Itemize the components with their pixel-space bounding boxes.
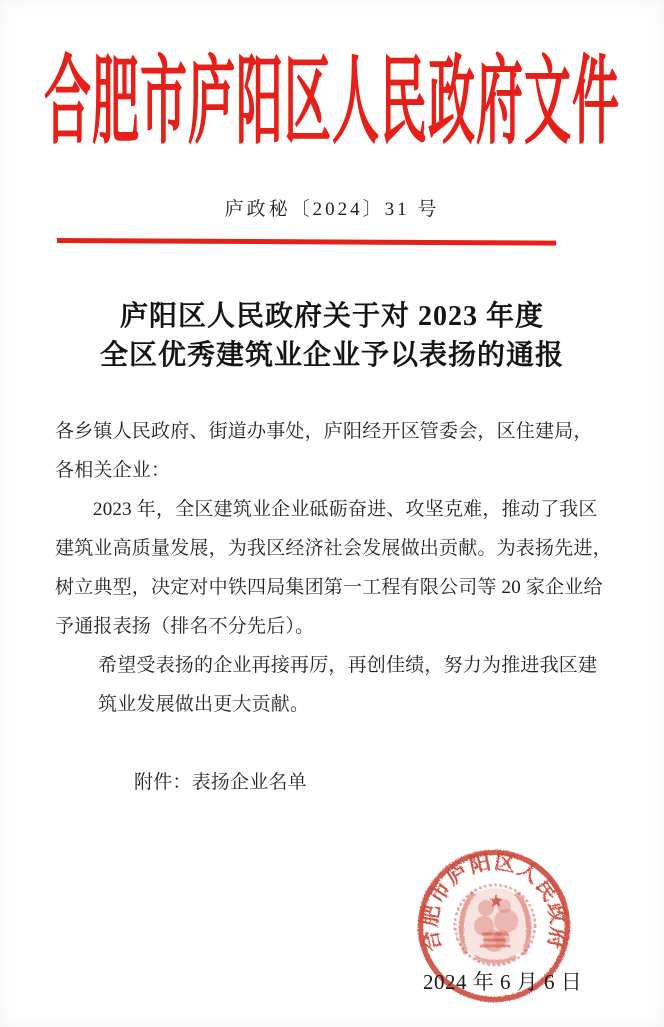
document-title-line1: 庐阳区人民政府关于对 2023 年度 bbox=[119, 301, 544, 332]
paragraph-line: 建筑业高质量发展，为我区经济社会发展做出贡献。为表扬先进， bbox=[55, 538, 612, 559]
national-emblem-icon bbox=[455, 885, 535, 965]
red-separator-line bbox=[57, 238, 556, 246]
salutation-line: 各相关企业： bbox=[55, 460, 171, 481]
issuing-authority-header: 合肥市庐阳区人民政府文件 bbox=[44, 50, 620, 158]
document-title bbox=[0, 297, 664, 375]
paragraph-line: 筑业发展做出更大贡献。 bbox=[98, 694, 310, 715]
attachment-note: 附件：表扬企业名单 bbox=[134, 772, 307, 793]
seal-text: 合肥市庐阳区人民政府 bbox=[417, 849, 571, 954]
paragraph-line: 2023 年，全区建筑业企业砥砺奋进、攻坚克难，推动了我区 bbox=[93, 499, 598, 520]
document-reference-number: 庐政秘〔2024〕31 号 bbox=[224, 199, 440, 220]
paragraph-line: 树立典型，决定对中铁四局集团第一工程有限公司等 20 家企业给 bbox=[55, 577, 603, 598]
paragraph-line: 希望受表扬的企业再接再厉，再创佳绩，努力为推进我区建 bbox=[98, 655, 598, 676]
salutation-line: 各乡镇人民政府、街道办事处，庐阳经开区管委会，区住建局， bbox=[55, 421, 593, 442]
paragraph-line: 予通报表扬（排名不分先后）。 bbox=[55, 616, 315, 637]
signature-date: 2024 年 6 月 6 日 bbox=[423, 970, 583, 994]
document-title-line2: 全区优秀建筑业企业予以表扬的通报 bbox=[99, 340, 564, 371]
document-body bbox=[55, 412, 612, 802]
